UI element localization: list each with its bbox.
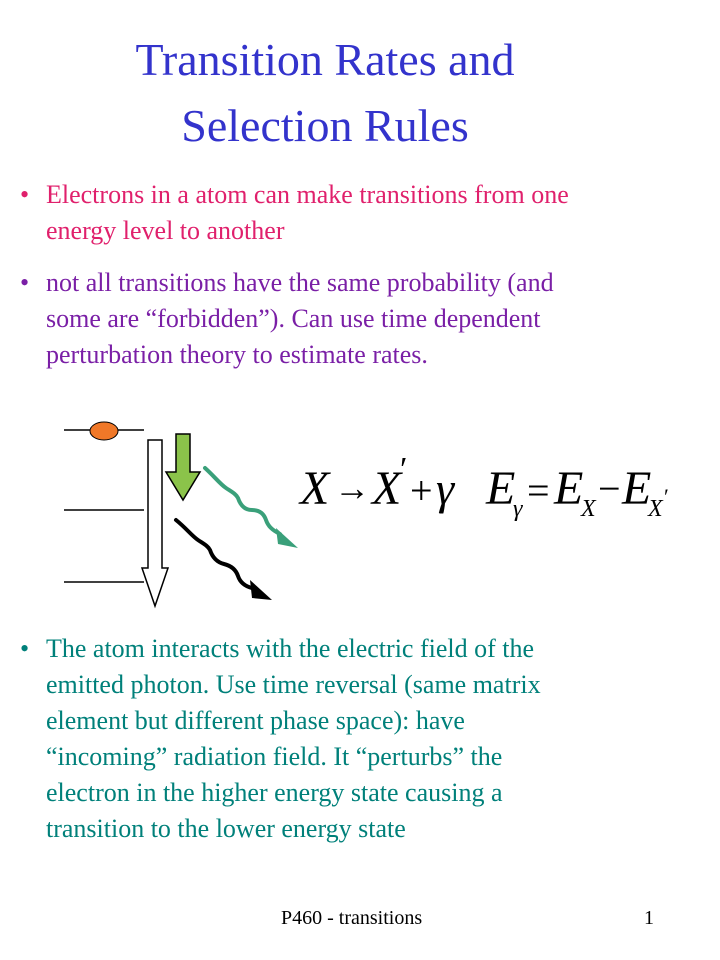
slide-title-line-1: Transition Rates and [135,34,515,85]
page-number: 1 [644,907,654,929]
eq-sub-prime: ′ [664,484,669,509]
electron-icon [90,422,118,440]
bullet-3-line-3: element but different phase space): have [46,706,465,735]
eq-sub-x: X [581,496,596,522]
slide-title-line-2: Selection Rules [181,100,469,151]
eq-minus: − [598,466,621,511]
bullet-2-line-2: some are “forbidden”). Can use time dependent [46,304,541,333]
bullet-3-line-4: “incoming” radiation field. It “perturbs” the [46,742,503,771]
bullet-2-line-1: not all transitions have the same probability (and [46,268,554,297]
small-transition-arrow-icon [166,434,200,500]
emitted-photon-wave-black-icon [176,520,252,588]
eq-prime: ′ [400,451,408,488]
bullet-dot: • [20,268,30,297]
eq-xprime: X [372,462,402,515]
bullet-1-line-2: energy level to another [46,216,285,245]
bullet-2-line-3: perturbation theory to estimate rates. [46,340,428,369]
eq-gamma: γ [436,463,455,514]
bullet-3-line-1: The atom interacts with the electric field of the [46,634,535,663]
bullet-dot: • [20,180,30,209]
eq-plus: + [410,468,433,513]
bullet-dot: • [20,634,30,663]
photon-arrowhead-black-icon [250,580,272,600]
bullet-3-line-5: electron in the higher energy state causing a [46,778,503,807]
eq-arrow: → [334,468,370,508]
eq-equals: = [527,468,550,513]
eq-e-x: E [554,462,584,515]
bullet-3-line-2: emitted photon. Use time reversal (same matrix [46,670,541,699]
eq-sub-gamma: γ [513,496,523,522]
transition-diagram [0,400,720,620]
photon-arrowhead-green-icon [276,528,298,548]
large-transition-arrow-icon [142,440,168,606]
emitted-photon-wave-green-icon [205,468,280,534]
footer-text: P460 - transitions [281,907,423,929]
eq-sub-xprime: X [648,496,663,522]
eq-e-xprime: E [622,462,652,515]
eq-x: X [300,462,330,515]
bullet-3-line-6: transition to the lower energy state [46,814,406,843]
bullet-1-line-1: Electrons in a atom can make transitions from one [46,180,569,209]
eq-e-gamma: E [486,462,516,515]
